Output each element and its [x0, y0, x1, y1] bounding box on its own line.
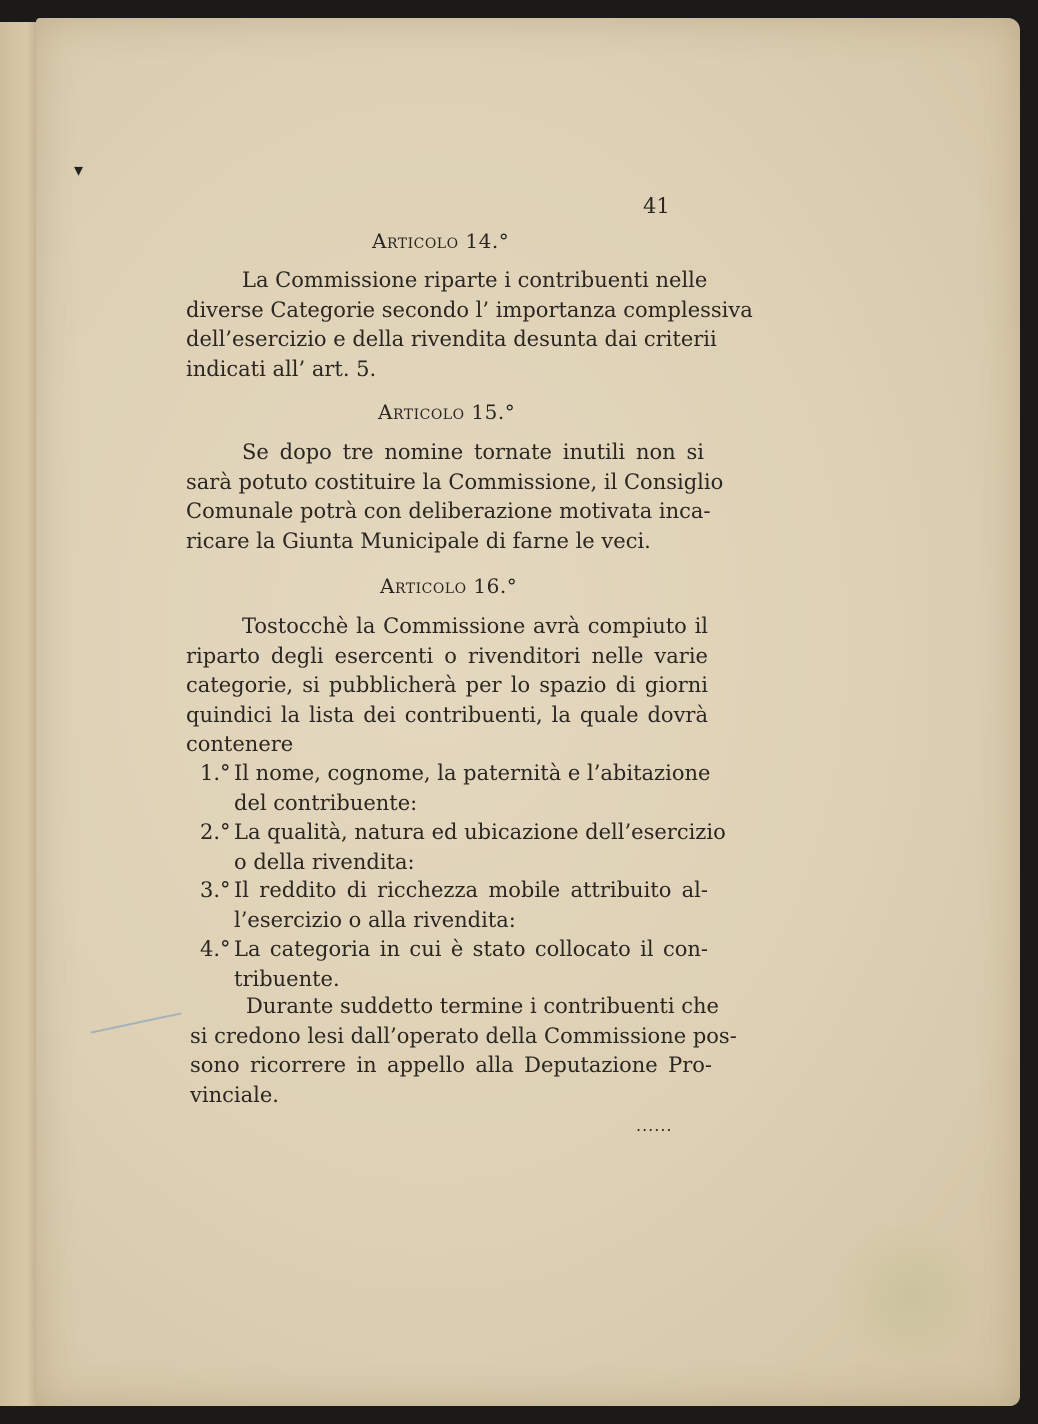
text-line: o della rivendita: [234, 849, 415, 874]
text-line: categorie, si pubblicherà per lo spazio di giorni [186, 673, 708, 697]
text-line: l’esercizio o alla rivendita: [234, 907, 516, 932]
text-line: Tostocchè la Commissione avrà compiuto il [242, 614, 708, 638]
text-line: contenere [186, 732, 294, 756]
article-14-body [186, 266, 753, 384]
item-number: 2.° [200, 820, 231, 844]
text-line: sono ricorrere in appello alla Deputazione Pro- [190, 1053, 712, 1077]
text-line: vinciale. [190, 1082, 279, 1107]
article-16-closing [190, 992, 737, 1110]
text-line: indicati all’ art. 5. [186, 356, 377, 381]
item-number: 4.° [200, 937, 231, 961]
article-15-body [186, 438, 724, 556]
text-line: quindici la lista dei contribuenti, la quale dovrà [186, 702, 708, 727]
text-line: ricare la Giunta Municipale di farne le veci. [186, 528, 651, 553]
list-item [186, 818, 726, 877]
text-line: sarà potuto costituire la Commissione, il Consiglio [186, 469, 724, 494]
text-line: diverse Categorie secondo l’ importanza complessiva [186, 297, 753, 322]
text-line: Se dopo tre nomine tornate inutili non si [242, 440, 704, 464]
end-mark: ...... [636, 1116, 673, 1135]
text-line: La Commissione riparte i contribuenti nelle [242, 268, 708, 292]
paper-stain [830, 1226, 990, 1366]
text-line: dell’esercizio e della rivendita desunta dai criterii [186, 327, 717, 351]
article-16-body [186, 612, 708, 760]
text-line: La qualità, natura ed ubicazione dell’esercizio [234, 820, 726, 844]
list-item [186, 876, 708, 935]
ink-mark: ▾ [74, 160, 84, 181]
text-line: del contribuente: [234, 790, 418, 815]
page-number: 41 [643, 194, 670, 218]
text-line: tribuente. [234, 966, 340, 991]
text-line: Il nome, cognome, la paternità e l’abitazione [234, 761, 711, 785]
item-number: 3.° [200, 878, 231, 902]
text-line: Comunale potrà con deliberazione motivata inca- [186, 499, 711, 523]
article-14-heading: Articolo 14.° [372, 229, 510, 253]
text-line: riparto degli esercenti o rivenditori nelle varie [186, 643, 708, 668]
item-number: 1.° [200, 761, 231, 785]
list-item [186, 935, 708, 994]
text-line: si credono lesi dall’operato della Commissione pos- [190, 1023, 737, 1048]
list-item [186, 759, 711, 818]
article-15-heading: Articolo 15.° [378, 400, 516, 424]
article-16-heading: Articolo 16.° [380, 574, 518, 598]
text-line: Durante suddetto termine i contribuenti che [246, 994, 719, 1018]
text-line: Il reddito di ricchezza mobile attribuito al- [234, 878, 708, 902]
text-line: La categoria in cui è stato collocato il con- [234, 937, 708, 961]
